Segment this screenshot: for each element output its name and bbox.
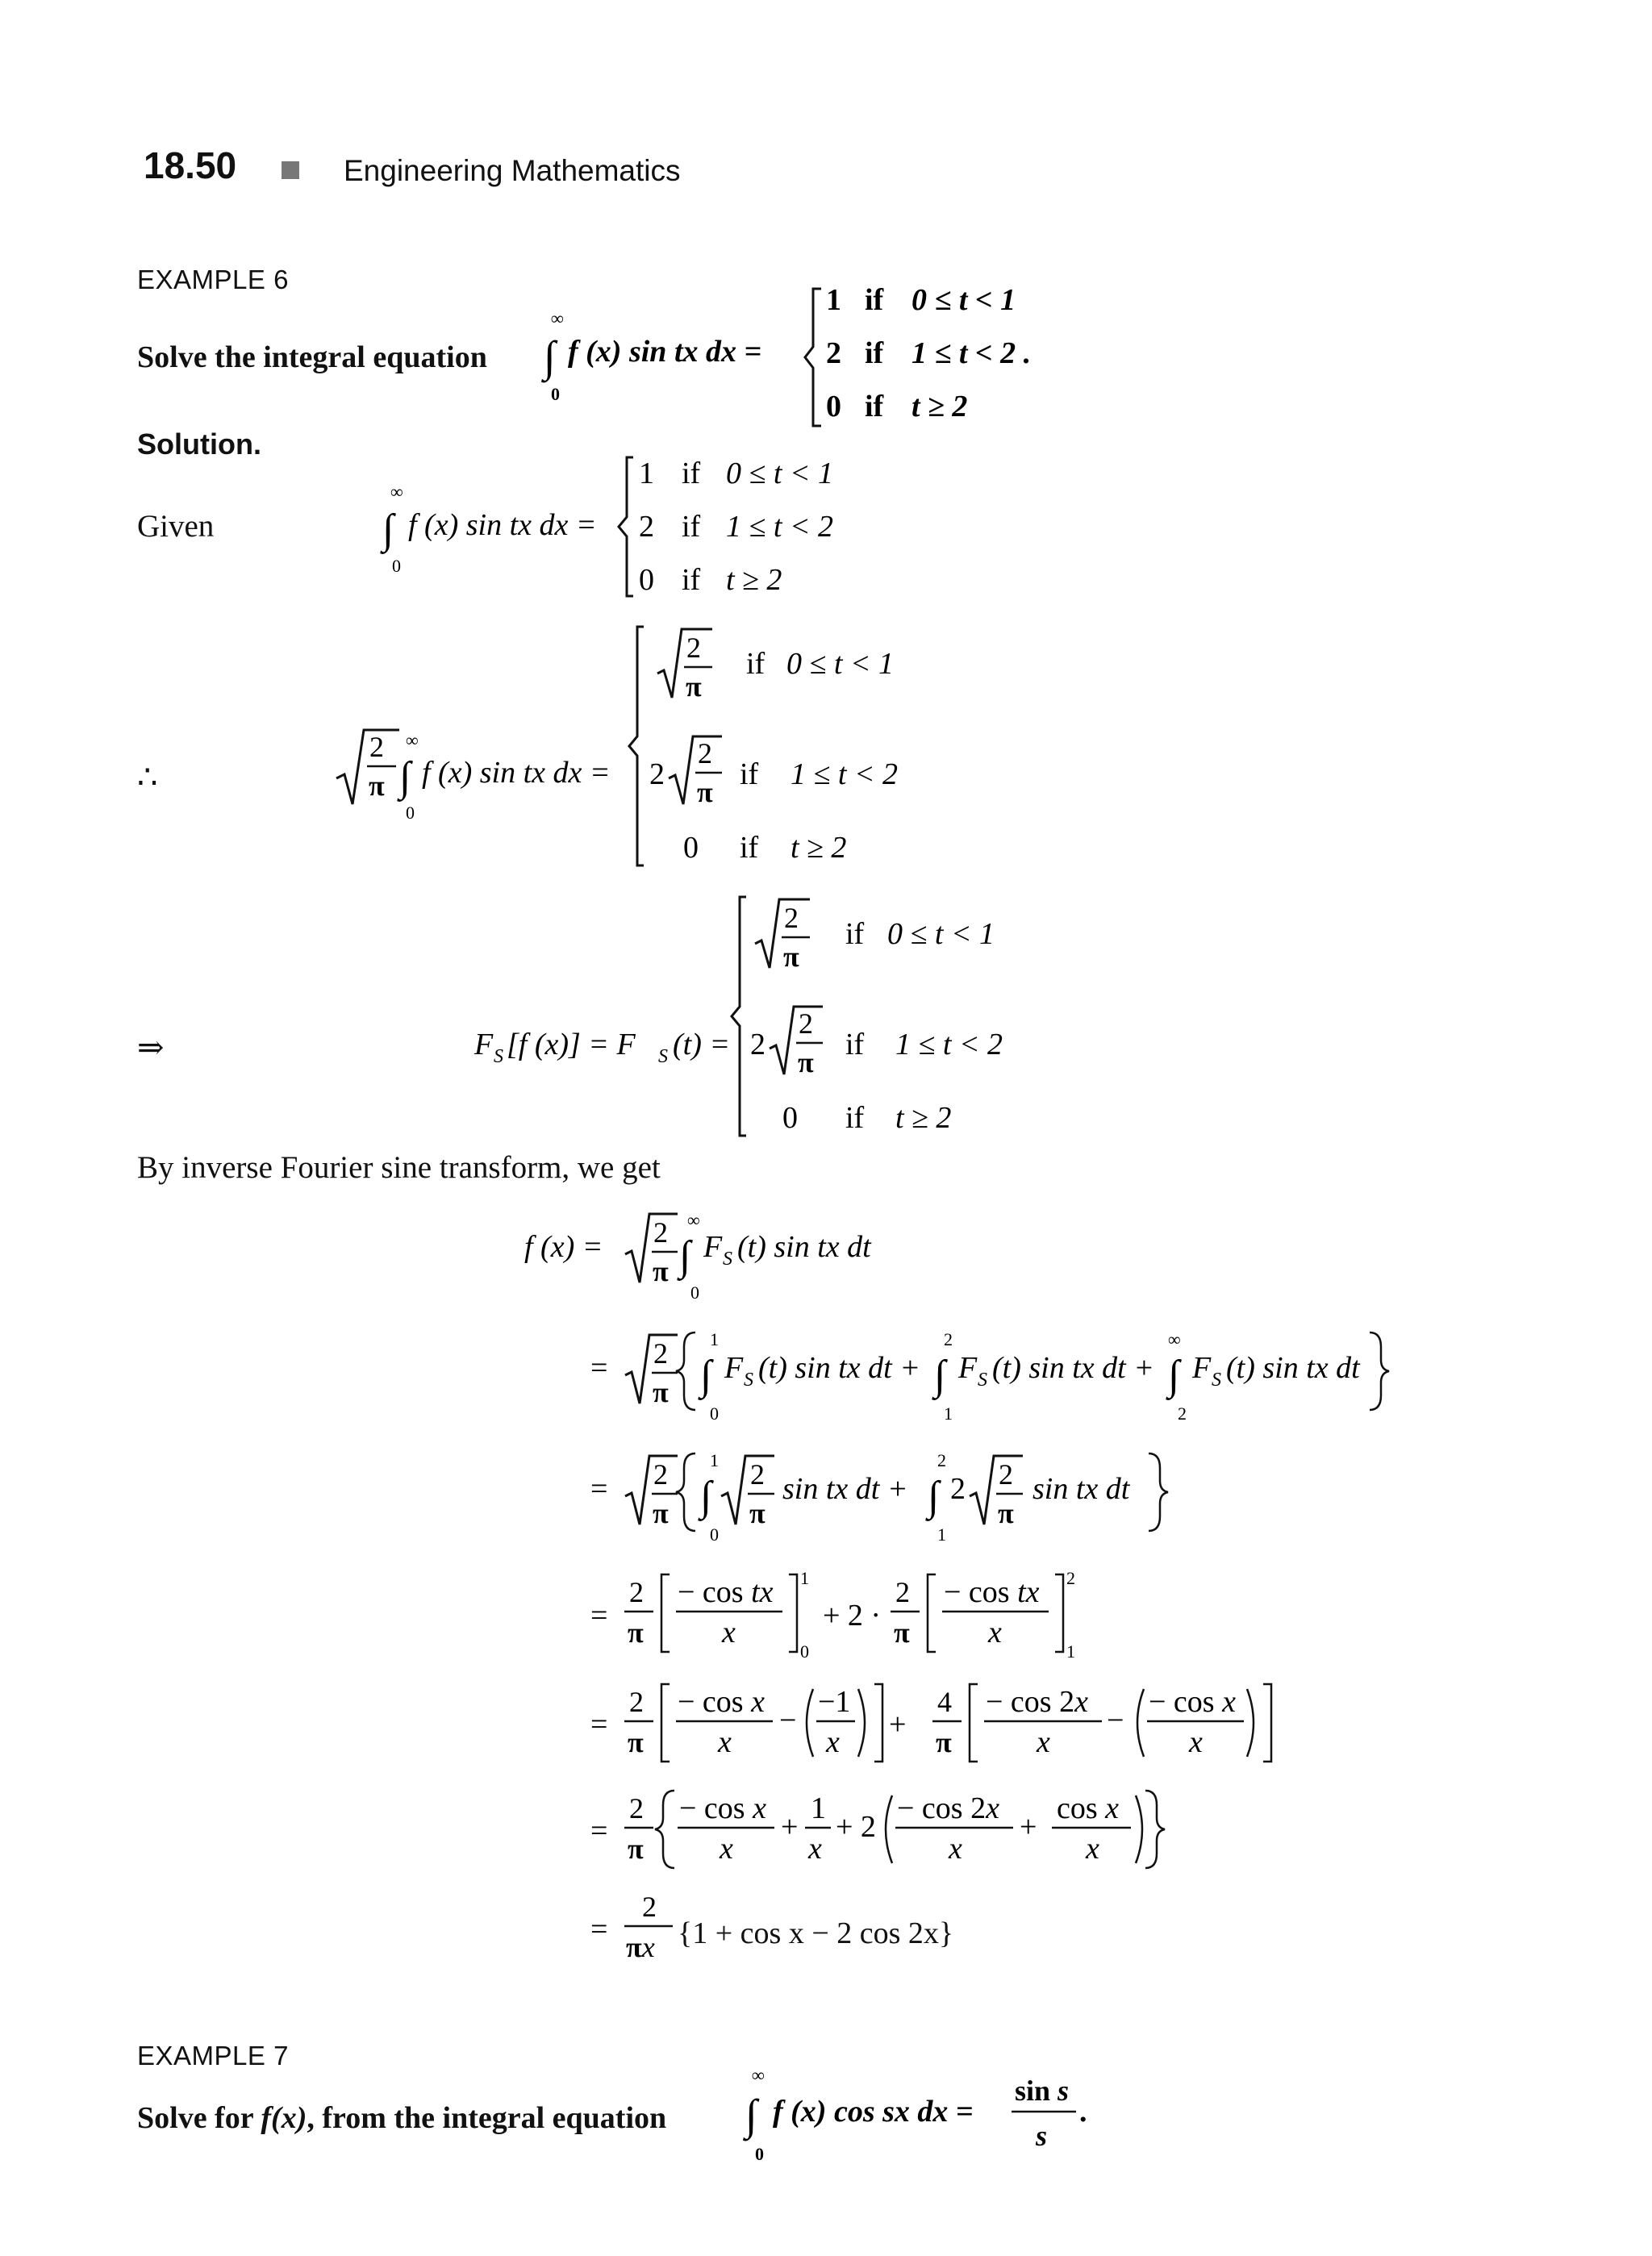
svg-text:t ≥ 2: t ≥ 2 [895,1101,952,1135]
example-6-label: EXAMPLE 6 [137,265,289,294]
example-7-prefix: Solve for [137,2101,253,2135]
svg-text:2: 2 [784,902,799,934]
svg-text:− cos 2x: − cos 2x [897,1791,999,1825]
svg-text:F: F [1192,1351,1212,1385]
svg-text:π: π [369,769,385,802]
svg-text:F: F [958,1351,978,1385]
cases-brace [805,289,821,426]
svg-text:−: − [779,1703,797,1737]
derivation [516,1202,1404,1976]
svg-text:− cos x: − cos x [678,1685,765,1719]
svg-text:∫: ∫ [934,1353,946,1399]
svg-text:2: 2 [629,1686,644,1718]
svg-text:S: S [978,1370,987,1391]
case-2-value: 2 [826,336,841,370]
svg-text:∞: ∞ [390,482,403,502]
svg-text:2: 2 [642,1891,657,1923]
svg-text:S: S [1212,1370,1221,1391]
svg-text:=: = [590,1472,608,1506]
svg-text:− cos tx: − cos tx [944,1575,1040,1609]
example-6-statement: Solve the integral equation [137,340,487,374]
svg-text:2: 2 [950,1472,966,1506]
svg-text:2: 2 [1178,1403,1187,1424]
svg-text:1: 1 [710,1329,719,1349]
example-7-mid: , from the integral equation [307,2101,667,2135]
derivation-line-5 [590,1684,1271,1762]
svg-text:0: 0 [710,1524,719,1545]
transform-equation [468,887,1032,1145]
svg-text:0: 0 [782,1101,798,1135]
case-1-cond: 0 ≤ t < 1 [912,283,1016,317]
given-equation [371,448,887,609]
svg-text:∫: ∫ [928,1474,940,1520]
svg-text:.: . [1079,2095,1087,2129]
svg-text:2: 2 [1066,1568,1075,1588]
svg-text:π: π [628,1616,644,1649]
svg-text:− cos tx: − cos tx [678,1575,774,1609]
svg-text:=: = [590,1708,608,1741]
final-result: {1 + cos x − 2 cos 2x} [678,1916,954,1950]
svg-text:2: 2 [629,1792,644,1824]
svg-text:(t) =: (t) = [673,1028,731,1061]
svg-text:1: 1 [944,1403,953,1424]
svg-text:∫: ∫ [399,754,411,800]
svg-text:π: π [686,670,702,703]
svg-text:1: 1 [1066,1641,1075,1662]
svg-text:if: if [740,831,759,865]
svg-text:π: π [783,940,799,973]
svg-text:(t) sin tx dt: (t) sin tx dt [1226,1351,1360,1385]
case-2-if: if [865,336,884,370]
svg-text:+: + [889,1708,907,1741]
svg-text:2: 2 [937,1450,946,1470]
svg-text:∞: ∞ [1168,1329,1181,1349]
svg-text:2: 2 [698,737,712,769]
svg-text:+ 2: + 2 [836,1810,876,1844]
svg-text:∞: ∞ [406,730,419,750]
svg-text:f (x) cos sx dx =: f (x) cos sx dx = [773,2095,974,2129]
svg-text:− cos x: − cos x [1149,1685,1236,1719]
svg-text:0: 0 [690,1282,699,1303]
svg-text:− cos 2x: − cos 2x [986,1685,1088,1719]
svg-text:x: x [722,1616,736,1649]
case-1-value: 1 [826,283,841,317]
svg-text:π: π [628,1833,644,1865]
derivation-line-4 [590,1568,1075,1662]
svg-text:2: 2 [750,1458,765,1491]
svg-text:0 ≤ t < 1: 0 ≤ t < 1 [726,457,834,490]
svg-text:sin s: sin s [1015,2075,1070,2107]
svg-text:if: if [845,1101,865,1135]
svg-text:x: x [1189,1725,1203,1759]
svg-text:∫: ∫ [382,507,394,553]
svg-text:0: 0 [406,803,415,823]
svg-text:0: 0 [683,831,699,865]
svg-text:π: π [798,1046,814,1078]
example-6-equation [532,274,1097,436]
svg-text:t ≥ 2: t ≥ 2 [791,831,847,865]
svg-text:+: + [1020,1810,1037,1844]
svg-text:1 ≤ t < 2: 1 ≤ t < 2 [895,1028,1003,1061]
svg-text:∫: ∫ [679,1233,691,1279]
svg-text:S: S [494,1046,503,1067]
svg-text:x: x [988,1616,1002,1649]
svg-text:0: 0 [800,1641,809,1662]
scaled-equation [327,617,940,875]
svg-text:t ≥ 2: t ≥ 2 [726,563,782,597]
svg-text:− cos x: − cos x [679,1791,766,1825]
svg-text:x: x [720,1832,733,1866]
svg-text:∫: ∫ [700,1353,712,1399]
integral-sign: ∫ [544,332,556,381]
svg-text:=: = [590,1814,608,1848]
case-1-if: if [865,283,884,317]
svg-text:=: = [590,1912,608,1946]
svg-text:1: 1 [937,1524,946,1545]
svg-text:0: 0 [755,2144,764,2164]
page-number: 18.50 [144,144,237,186]
svg-text:0: 0 [392,556,401,576]
derivation-line-6 [590,1791,1165,1868]
svg-text:x: x [808,1832,822,1866]
svg-text:2: 2 [750,1028,766,1061]
svg-text:0: 0 [639,563,654,597]
example-7-equation [734,2057,1153,2178]
svg-text:(t) sin tx dt +: (t) sin tx dt + [758,1351,920,1385]
svg-text:if: if [682,510,701,544]
book-title: Engineering Mathematics [344,154,681,187]
svg-text:f (x) =: f (x) = [524,1230,603,1264]
svg-text:π: π [628,1726,644,1758]
svg-text:=: = [590,1599,608,1633]
svg-text:+: + [781,1810,799,1844]
svg-text:1: 1 [800,1568,809,1588]
svg-text:2: 2 [649,757,665,791]
svg-text:x: x [949,1832,962,1866]
svg-text:f (x) sin tx dx =: f (x) sin tx dx = [408,508,597,542]
svg-text:(t) sin tx dt +: (t) sin tx dt + [992,1351,1154,1385]
svg-text:1 ≤ t < 2: 1 ≤ t < 2 [726,510,834,544]
svg-text:sin tx dt +: sin tx dt + [782,1472,908,1506]
svg-text:0 ≤ t < 1: 0 ≤ t < 1 [786,647,895,681]
svg-text:(t) sin tx dt: (t) sin tx dt [737,1230,871,1264]
upper-limit: ∞ [551,308,564,328]
inverse-transform-text: By inverse Fourier sine transform, we get [137,1150,661,1185]
case-3-cond: t ≥ 2 [912,390,968,423]
equation-lhs: f (x) sin tx dx = [568,335,762,369]
svg-text:s: s [1036,2120,1048,2152]
derivation-line-3 [590,1450,1168,1545]
svg-text:sin tx dt: sin tx dt [1032,1472,1130,1506]
svg-text:π: π [653,1497,669,1529]
svg-text:2: 2 [653,1458,668,1491]
svg-text:∞: ∞ [687,1210,700,1230]
svg-text:0: 0 [710,1403,719,1424]
svg-text:if: if [740,757,759,791]
svg-text:1 ≤ t < 2: 1 ≤ t < 2 [791,757,899,791]
svg-text:F: F [724,1351,744,1385]
svg-text:f (x) sin tx dx =: f (x) sin tx dx = [422,756,611,790]
svg-text:F: F [703,1230,723,1264]
svg-text:F: F [474,1028,494,1061]
svg-text:=: = [590,1351,608,1385]
svg-text:if: if [845,1028,865,1061]
svg-text:∞: ∞ [752,2065,765,2085]
svg-text:2: 2 [653,1337,668,1370]
example-7-label: EXAMPLE 7 [137,2041,289,2070]
svg-text:∫: ∫ [1168,1353,1180,1399]
svg-text:2: 2 [686,632,701,664]
svg-text:2: 2 [639,510,654,544]
svg-text:π: π [653,1255,669,1287]
svg-text:[f (x)] = F: [f (x)] = F [507,1028,636,1061]
svg-text:1: 1 [811,1791,826,1825]
implies-symbol: ⇒ [137,1029,165,1065]
case-2-cond: 1 ≤ t < 2 . [912,336,1032,370]
svg-text:2: 2 [895,1576,910,1608]
svg-text:S: S [723,1249,732,1270]
svg-text:S: S [744,1370,753,1391]
svg-text:if: if [682,563,701,597]
derivation-line-1 [524,1210,872,1303]
svg-text:if: if [845,917,865,951]
svg-text:∫: ∫ [745,2091,757,2139]
svg-text:−: − [1107,1703,1124,1737]
svg-text:1: 1 [710,1450,719,1470]
svg-text:x: x [1037,1725,1050,1759]
case-3-value: 0 [826,390,841,423]
svg-text:∫: ∫ [700,1474,712,1520]
derivation-line-7 [590,1891,673,1963]
solution-label: Solution. [137,427,261,461]
given-label: Given [137,509,215,544]
svg-text:π: π [998,1497,1014,1529]
svg-text:−1: −1 [818,1685,851,1719]
svg-text:2: 2 [944,1329,953,1349]
lower-limit: 0 [551,384,560,404]
svg-text:1: 1 [639,457,654,490]
example-7-statement [137,2100,666,2136]
svg-text:πx: πx [626,1931,655,1963]
derivation-line-2 [590,1329,1389,1424]
svg-text:x: x [826,1725,840,1759]
svg-text:x: x [718,1725,732,1759]
svg-text:x: x [1086,1832,1099,1866]
svg-text:2: 2 [653,1216,668,1249]
case-3-if: if [865,390,884,423]
example-7-fx: f(x) [261,2101,307,2135]
therefore-symbol: ∴ [137,759,158,795]
svg-text:if: if [746,647,766,681]
header-square-icon [282,161,299,179]
svg-text:2: 2 [999,1458,1013,1491]
svg-text:π: π [894,1616,910,1649]
svg-text:2: 2 [799,1007,813,1040]
svg-text:π: π [653,1376,669,1408]
svg-text:4: 4 [937,1686,952,1718]
svg-text:π: π [936,1726,952,1758]
svg-text:+ 2 ·: + 2 · [823,1599,882,1633]
svg-text:2: 2 [369,731,384,763]
svg-text:π: π [697,776,713,808]
svg-text:0 ≤ t < 1: 0 ≤ t < 1 [887,917,995,951]
svg-text:2: 2 [629,1576,644,1608]
svg-text:if: if [682,457,701,490]
svg-text:S: S [658,1046,668,1067]
svg-text:π: π [749,1497,766,1529]
svg-text:cos x: cos x [1057,1791,1120,1825]
